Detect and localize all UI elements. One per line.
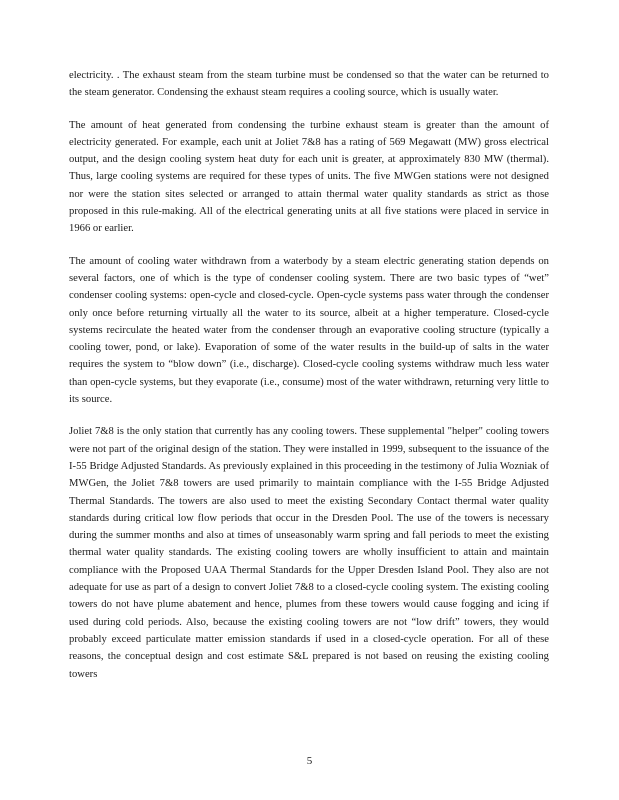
body-text xyxy=(69,67,549,698)
paragraph-cooling-system-types: The amount of cooling water withdrawn from a waterbody by a steam electric generating station depends on several factors, one of which is the type of condenser cooling system. There are two basic types of “wet” condenser cooling systems: open-cycle and closed-cycle. Open-cycle systems pass water through the condenser only once before returning virtually all the water to its source, albeit at a higher temperature. Closed-cycle systems recirculate the heated water from the condenser through an evaporative cooling structure (typically a cooling tower, pond, or lake). Evaporation of some of the water results in the build-up of salts in the water requires the system to “blow down” (i.e., discharge). Closed-cycle cooling systems withdraw much less water than open-cycle systems, but they evaporate (i.e., consume) most of the water withdrawn, returning very little to its source. xyxy=(69,255,549,406)
page-number: 5 xyxy=(306,755,313,767)
paragraph-joliet-cooling-towers: Joliet 7&8 is the only station that currently has any cooling towers. These supplemental "helper" cooling towers were not part of the original design of the station. They were installed in 1999, subsequent to the issuance of the I-55 Bridge Adjusted Standards. As previously explained in this proceeding in the testimony of Julia Wozniak of MWGen, the Joliet 7&8 towers are used primarily to maintain compliance with the I-55 Bridge Adjusted Thermal Standards. The towers are also used to meet the existing Secondary Contact thermal water quality standards during critical low flow periods that occur in the Dresden Pool. The use of the towers is necessary during the summer months and also at times of unseasonably warm spring and fall periods to meet the existing thermal water quality standards. The existing cooling towers are wholly insufficient to attain and maintain compliance with the Proposed UAA Thermal Standards for the Upper Dresden Island Pool. They also are not adequate for use as part of a design to convert Joliet 7&8 to a closed-cycle cooling system. The existing cooling towers do not have plume abatement and hence, plumes from these towers would cause fogging and icing if used during cold periods. Also, because the existing cooling towers are not “low drift” towers, they would probably exceed particulate matter emission standards if used in a closed-cycle operation. For all of these reasons, the conceptual design and cost estimate S&L prepared is not based on reusing the existing cooling towers xyxy=(69,426,549,680)
paragraph-heat-vs-electricity: The amount of heat generated from condensing the turbine exhaust steam is greater than the amount of electricity generated. For example, each unit at Joliet 7&8 has a rating of 569 Megawatt (MW) gross electrical output, and the design cooling system heat duty for each unit is greater, at approximately 830 MW (thermal). Thus, large cooling systems are required for these types of units. The five MWGen stations were not designed nor were the station sites selected or arranged to attain thermal water quality standards as strict as those proposed in this rule-making. All of the electrical generating units at all five stations were placed in service in 1966 or earlier. xyxy=(69,119,549,235)
paragraph-condensing-steam: electricity. . The exhaust steam from the steam turbine must be condensed so that the water can be returned to the steam generator. Condensing the exhaust steam requires a cooling source, which is usually water. xyxy=(69,70,549,99)
